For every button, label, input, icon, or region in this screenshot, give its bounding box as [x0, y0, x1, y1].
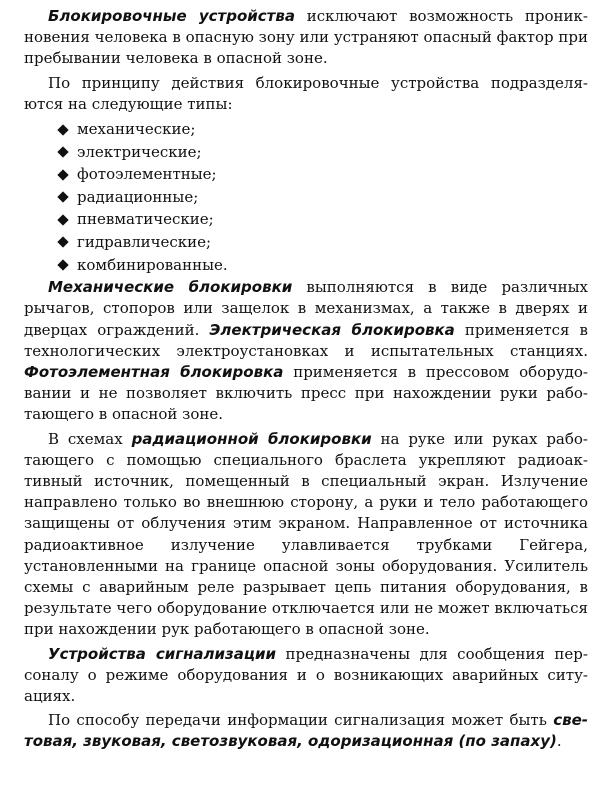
diamond-bullet-icon [57, 192, 68, 203]
term-mechanical-blocking: Механические блокировки [48, 278, 293, 297]
paragraph-text: исключают возможность проникновения человека в опасную зону или устраняют опасный фактор при пребывании человека в опасной зоне. [24, 7, 588, 68]
paragraph-text: По способу передачи информации сигнализация может быть [48, 711, 554, 730]
list-item [58, 186, 588, 209]
term-blocking-devices: Блокировочные устройства [48, 7, 295, 25]
list-item-label: механические; [77, 120, 196, 139]
paragraph-text: По принципу действия блокировочные устройства подразделяются на следующие типы: [24, 73, 588, 113]
list-item-label: комбинированные. [77, 255, 228, 274]
list-item [58, 141, 588, 164]
diamond-bullet-icon [57, 237, 68, 248]
term-radiation-blocking: радиационной блокировки [131, 429, 372, 448]
term-signaling-types: световая, звуковая, светозвуковая, одоризационная (по запаху) [24, 711, 588, 751]
list-item-label: электрические; [77, 142, 202, 161]
list-item-label: гидравлические; [77, 232, 212, 251]
diamond-bullet-icon [57, 124, 68, 135]
paragraph-signaling-types [24, 710, 588, 752]
paragraph-text: В схемах [48, 429, 132, 448]
list-item [58, 208, 588, 231]
list-item [58, 118, 588, 141]
paragraph-types-intro [24, 73, 588, 115]
diamond-bullet-icon [57, 214, 68, 225]
diamond-bullet-icon [57, 169, 68, 180]
list-item [58, 163, 588, 186]
blocking-types-list [24, 118, 588, 276]
paragraph-blocking-devices [24, 6, 588, 70]
paragraph-signaling-devices [24, 644, 588, 708]
paragraph-text: на руке или руках работающего с помощью специального браслета укрепляют радиоактивный источник, помещенный в специальный экран. Излучение направлено только во внешнюю сторону, а руки и тело работающего защищены от облучения этим экраном. Направленное от источника радиоактивное излучение улавливается трубками Гейгера, установленными на границе опасной зоны оборудования. Усилитель схемы с аварийным реле разрывает цепь питания оборудования, в результате чего оборудование отключается или не может включаться при нахождении рук работающего в опасной зоне. [24, 429, 588, 639]
diamond-bullet-icon [57, 259, 68, 270]
list-item-label: пневматические; [77, 210, 214, 229]
term-signaling-devices: Устройства сигнализации [48, 644, 277, 663]
paragraph-end: . [556, 732, 562, 751]
paragraph-mechanical-electrical-photo [24, 277, 588, 425]
list-item-label: радиационные; [77, 187, 199, 206]
term-photoelement-blocking: Фотоэлементная блокировка [24, 362, 284, 381]
term-electrical-blocking: Электрическая блокировка [209, 320, 455, 339]
paragraph-text: выполняются в виде различных рычагов, стопоров или защелок в механизмах, а также в дверях и дверцах ограждений. [24, 278, 589, 339]
document-page [24, 6, 588, 756]
paragraph-text: предназначены для сообщения персоналу о режиме оборудования и о возникающих аварийных ситуациях. [24, 644, 588, 706]
list-item-label: фотоэлементные; [77, 165, 217, 184]
paragraph-radiation-blocking [24, 429, 588, 641]
paragraph-text: применяется в технологических электроустановках и испытательных станциях. [24, 320, 588, 360]
diamond-bullet-icon [57, 146, 68, 157]
list-item [58, 231, 588, 254]
paragraph-text: применяется в прессовом оборудовании и не позволяет включить пресс при нахождении руки работающего в опасной зоне. [24, 362, 588, 424]
list-item [58, 254, 588, 277]
